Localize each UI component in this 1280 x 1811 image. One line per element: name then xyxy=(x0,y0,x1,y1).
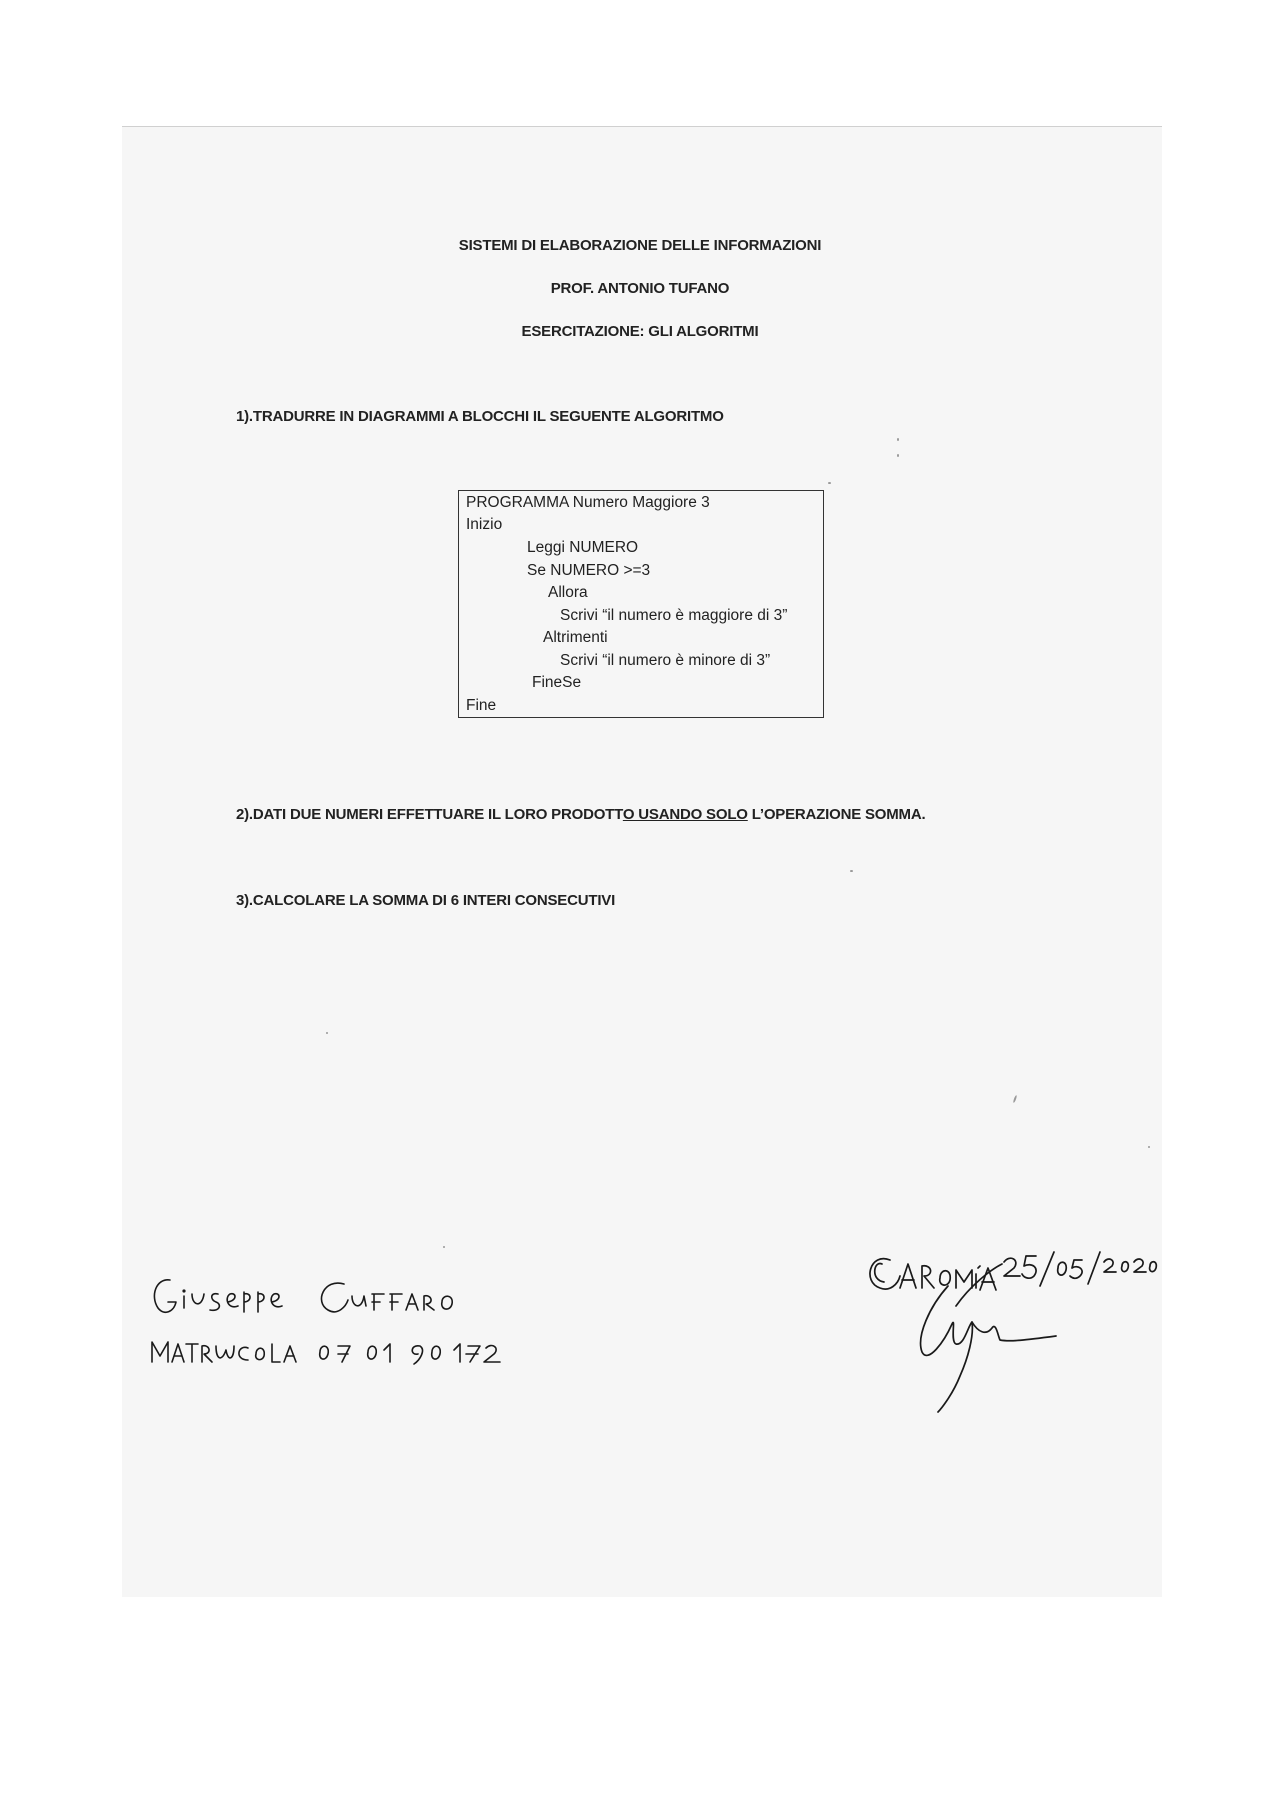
question-3: 3).CALCOLARE LA SOMMA DI 6 INTERI CONSECUTIVI xyxy=(236,892,616,909)
algorithm-line: Allora xyxy=(548,584,588,601)
scan-speck xyxy=(850,870,853,872)
question-1: 1).TRADURRE IN DIAGRAMMI A BLOCCHI IL SEGUENTE ALGORITMO xyxy=(236,408,724,425)
algorithm-line: PROGRAMMA Numero Maggiore 3 xyxy=(466,494,710,511)
course-title: SISTEMI DI ELABORAZIONE DELLE INFORMAZIONI xyxy=(458,237,822,254)
algorithm-line: Se NUMERO >=3 xyxy=(527,562,651,579)
question-2-part1: 2).DATI DUE NUMERI EFFETTUARE IL LORO PRODOTT xyxy=(236,806,623,823)
algorithm-line: Scrivi “il numero è minore di 3” xyxy=(560,652,771,669)
algorithm-box xyxy=(458,490,824,718)
scan-speck xyxy=(1148,1146,1150,1148)
exercise-title: ESERCITAZIONE: GLI ALGORITMI xyxy=(521,323,759,340)
algorithm-line: Inizio xyxy=(466,516,503,533)
scan-speck xyxy=(443,1246,445,1248)
algorithm-line: Scrivi “il numero è maggiore di 3” xyxy=(560,607,788,624)
question-2-part2: L’OPERAZIONE SOMMA. xyxy=(747,806,926,823)
professor-name: PROF. ANTONIO TUFANO xyxy=(550,280,730,297)
handwritten-student-info xyxy=(148,1272,508,1382)
algorithm-line: Fine xyxy=(466,697,497,714)
scan-speck xyxy=(897,438,899,441)
algorithm-line: Altrimenti xyxy=(543,629,608,646)
scan-speck xyxy=(828,482,831,484)
algorithm-line: Leggi NUMERO xyxy=(527,539,639,556)
question-2-underlined: O USANDO SOLO xyxy=(622,806,748,823)
scan-speck xyxy=(326,1032,328,1034)
scan-speck xyxy=(897,454,899,457)
algorithm-line: FineSe xyxy=(532,674,582,691)
handwritten-signature xyxy=(860,1246,1160,1416)
question-2 xyxy=(236,806,925,823)
